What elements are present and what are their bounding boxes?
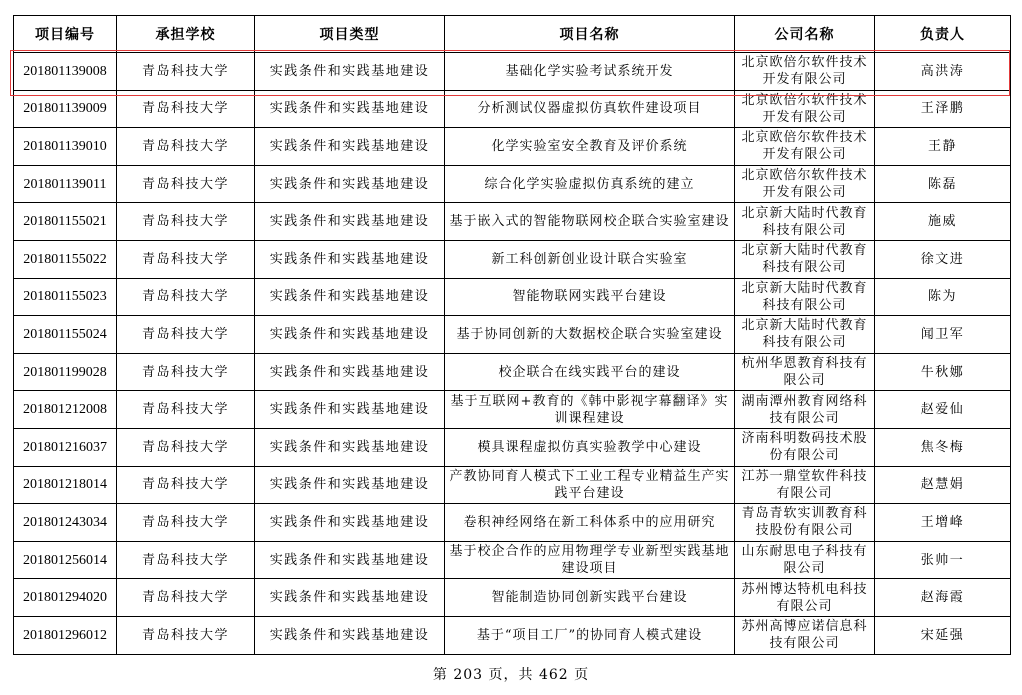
project-type-cell: 实践条件和实践基地建设 [255,128,445,166]
project-id-cell: 201801216037 [14,428,117,466]
leader-cell: 焦冬梅 [875,428,1011,466]
project-name-cell: 新工科创新创业设计联合实验室 [445,240,735,278]
leader-cell: 宋延强 [875,616,1011,654]
leader-cell: 徐文进 [875,240,1011,278]
leader-cell: 闻卫军 [875,316,1011,354]
project-name-cell: 模具课程虚拟仿真实验教学中心建设 [445,428,735,466]
school-cell: 青岛科技大学 [117,504,255,542]
page-footer: 第 203 页，共 462 页 [432,667,590,683]
table-row [14,203,1011,241]
project-id-cell: 201801199028 [14,353,117,391]
table-row [14,504,1011,542]
company-cell: 北京欧倍尔软件技术开发有限公司 [735,128,875,166]
project-id-cell: 201801256014 [14,541,117,579]
company-cell: 北京新大陆时代教育科技有限公司 [735,203,875,241]
project-id-cell: 201801294020 [14,579,117,617]
project-id-cell: 201801296012 [14,616,117,654]
school-cell: 青岛科技大学 [117,579,255,617]
project-id-cell: 201801212008 [14,391,117,429]
project-id-cell: 201801139010 [14,128,117,166]
leader-cell: 赵海霞 [875,579,1011,617]
company-cell: 青岛青软实训教育科技股份有限公司 [735,504,875,542]
project-type-cell: 实践条件和实践基地建设 [255,541,445,579]
header-school: 承担学校 [117,16,255,53]
project-type-cell: 实践条件和实践基地建设 [255,428,445,466]
project-name-cell: 综合化学实验虚拟仿真系统的建立 [445,165,735,203]
leader-cell: 牛秋娜 [875,353,1011,391]
project-id-cell: 201801139009 [14,90,117,128]
table-header-row [14,16,1011,53]
project-name-cell: 校企联合在线实践平台的建设 [445,353,735,391]
project-type-cell: 实践条件和实践基地建设 [255,278,445,316]
table-row [14,53,1011,91]
project-table [13,15,1011,655]
project-id-cell: 201801139008 [14,53,117,91]
table-row [14,165,1011,203]
company-cell: 济南科明数码技术股份有限公司 [735,428,875,466]
leader-cell: 王增峰 [875,504,1011,542]
table-row [14,353,1011,391]
leader-cell: 陈磊 [875,165,1011,203]
header-project-id: 项目编号 [14,16,117,53]
company-cell: 杭州华恩教育科技有限公司 [735,353,875,391]
project-name-cell: 基于嵌入式的智能物联网校企联合实验室建设 [445,203,735,241]
leader-cell: 高洪涛 [875,53,1011,91]
project-id-cell: 201801139011 [14,165,117,203]
school-cell: 青岛科技大学 [117,278,255,316]
project-name-cell: 基于“项目工厂”的协同育人模式建设 [445,616,735,654]
school-cell: 青岛科技大学 [117,240,255,278]
school-cell: 青岛科技大学 [117,541,255,579]
project-id-cell: 201801243034 [14,504,117,542]
project-id-cell: 201801218014 [14,466,117,504]
project-id-cell: 201801155021 [14,203,117,241]
table-row [14,541,1011,579]
project-name-cell: 基于协同创新的大数据校企联合实验室建设 [445,316,735,354]
project-type-cell: 实践条件和实践基地建设 [255,53,445,91]
project-type-cell: 实践条件和实践基地建设 [255,90,445,128]
project-name-cell: 智能物联网实践平台建设 [445,278,735,316]
project-name-cell: 卷积神经网络在新工科体系中的应用研究 [445,504,735,542]
school-cell: 青岛科技大学 [117,316,255,354]
school-cell: 青岛科技大学 [117,428,255,466]
school-cell: 青岛科技大学 [117,90,255,128]
table-row [14,391,1011,429]
leader-cell: 施威 [875,203,1011,241]
project-type-cell: 实践条件和实践基地建设 [255,316,445,354]
school-cell: 青岛科技大学 [117,128,255,166]
header-company: 公司名称 [735,16,875,53]
project-type-cell: 实践条件和实践基地建设 [255,616,445,654]
company-cell: 山东耐思电子科技有限公司 [735,541,875,579]
table-row [14,428,1011,466]
school-cell: 青岛科技大学 [117,616,255,654]
leader-cell: 赵爱仙 [875,391,1011,429]
company-cell: 北京新大陆时代教育科技有限公司 [735,278,875,316]
school-cell: 青岛科技大学 [117,53,255,91]
project-type-cell: 实践条件和实践基地建设 [255,353,445,391]
leader-cell: 张帅一 [875,541,1011,579]
project-type-cell: 实践条件和实践基地建设 [255,165,445,203]
project-name-cell: 基于校企合作的应用物理学专业新型实践基地建设项目 [445,541,735,579]
table-body [14,53,1011,655]
company-cell: 江苏一鼎堂软件科技有限公司 [735,466,875,504]
table-row [14,616,1011,654]
company-cell: 北京新大陆时代教育科技有限公司 [735,240,875,278]
leader-cell: 陈为 [875,278,1011,316]
table-row [14,316,1011,354]
table-row [14,90,1011,128]
table-row [14,128,1011,166]
header-leader: 负责人 [875,16,1011,53]
table-row [14,278,1011,316]
leader-cell: 王静 [875,128,1011,166]
company-cell: 北京欧倍尔软件技术开发有限公司 [735,165,875,203]
project-type-cell: 实践条件和实践基地建设 [255,240,445,278]
company-cell: 苏州高博应诺信息科技有限公司 [735,616,875,654]
company-cell: 北京新大陆时代教育科技有限公司 [735,316,875,354]
school-cell: 青岛科技大学 [117,391,255,429]
project-type-cell: 实践条件和实践基地建设 [255,391,445,429]
project-name-cell: 分析测试仪器虚拟仿真软件建设项目 [445,90,735,128]
project-name-cell: 基础化学实验考试系统开发 [445,53,735,91]
company-cell: 北京欧倍尔软件技术开发有限公司 [735,53,875,91]
project-id-cell: 201801155024 [14,316,117,354]
table-row [14,240,1011,278]
project-id-cell: 201801155022 [14,240,117,278]
header-project-type: 项目类型 [255,16,445,53]
table-row [14,579,1011,617]
project-type-cell: 实践条件和实践基地建设 [255,466,445,504]
project-table-container [13,15,1010,655]
leader-cell: 赵慧娟 [875,466,1011,504]
project-id-cell: 201801155023 [14,278,117,316]
school-cell: 青岛科技大学 [117,466,255,504]
school-cell: 青岛科技大学 [117,165,255,203]
project-name-cell: 产教协同育人模式下工业工程专业精益生产实践平台建设 [445,466,735,504]
leader-cell: 王泽鹏 [875,90,1011,128]
header-project-name: 项目名称 [445,16,735,53]
school-cell: 青岛科技大学 [117,203,255,241]
company-cell: 苏州博达特机电科技有限公司 [735,579,875,617]
project-name-cell: 化学实验室安全教育及评价系统 [445,128,735,166]
project-type-cell: 实践条件和实践基地建设 [255,504,445,542]
project-type-cell: 实践条件和实践基地建设 [255,579,445,617]
company-cell: 北京欧倍尔软件技术开发有限公司 [735,90,875,128]
company-cell: 湖南潭州教育网络科技有限公司 [735,391,875,429]
project-name-cell: 智能制造协同创新实践平台建设 [445,579,735,617]
school-cell: 青岛科技大学 [117,353,255,391]
project-name-cell: 基于互联网+教育的《韩中影视字幕翻译》实训课程建设 [445,391,735,429]
table-row [14,466,1011,504]
project-type-cell: 实践条件和实践基地建设 [255,203,445,241]
